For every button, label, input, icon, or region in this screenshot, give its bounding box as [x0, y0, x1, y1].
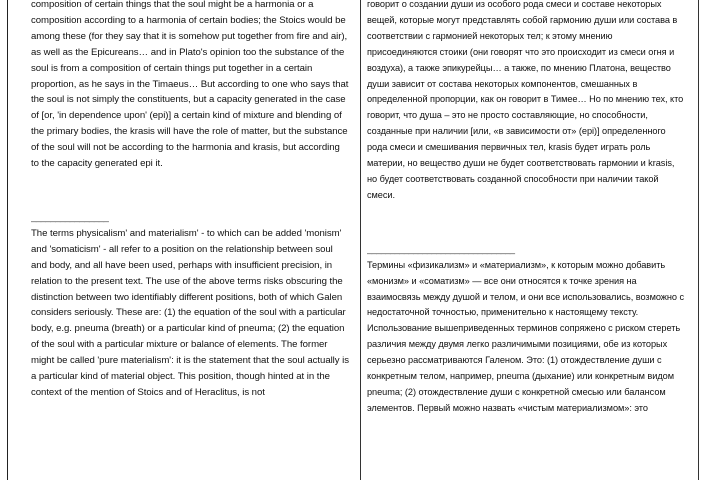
russian-paragraph-1: говорит о создании души из особого рода смеси и составе некоторых вещей, которые могут представлять собой гармонию души или состава в соответствии с гармонией некоторых тел; к этому мнению присоединяются стоики (они говорят что это происходит из смеси огня и воздуха), а также эпикурейцы… а также, по мнению Платона, вещество души зависит от состава некоторых компонентов, смешанных в определенной пропорции, как он говорит в Тимее… Но по мнению тех, кто говорит, что душа – это не просто составляющие, но способности, созданные при наличии [или, «в зависимости от» (epi)] определенного рода смеси и смешивания первичных тел, krasis будет играть роль материи, но вещество души не будет соответствовать гармонии и krasis, но будет соответствовать созданной способности при наличии такой смеси.: [367, 0, 684, 200]
russian-separator: ________________________________: [367, 243, 515, 254]
russian-paragraph-2: Термины «физикализм» и «материализм», к которым можно добавить «монизм» и «соматизм» — все они относятся к точке зрения на взаимосвязь между душой и телом, и они все использовались, возможно с недостаточной точностью, применительно к настоящему тексту. Использование вышеприведенных терминов сопряжено с риском стереть различия между двумя легко различимыми позициями, обе из которых серьезно рассматриваются Галеном. Это: (1) отождествление души с конкретным телом, например, pneuma (дыхание) или конкретным видом pneuma; (2) отождествление души с конкретной смесью или балансом элементов. Первый можно назвать «чистым материализмом»: это: [367, 259, 685, 413]
english-paragraph-2: The terms physicalism' and materialism' - to which can be added 'monism' and 'somaticism' - all refer to a position on the relationship between soul and body, and all have been used, perhaps with insufficient precision, in relation to the present text. The use of the above terms risks obscuring the distinction between two identifiably different positions, both of which Galen considers seriously. These are: (1) the equation of the soul with a particular body, e.g. pneuma (breath) or a particular kind of pneuma; (2) the equation of the soul with a particular mixture or balance of elements. The former might be called 'pure materialism': it is the statement that the soul actually is a particular kind of material object. This position, though hinted at in the context of the mention of Stoics and of Heraclitus, is not: [31, 227, 349, 398]
english-paragraph-1: composition of certain things that the soul might be a harmonia or a composition according to a harmonia of certain bodies; the Stoics would be among these (for they say that it is somehow put together from fire and air), as well as the Epicureans… and in Plato's opinion too the substance of the soul is from a composition of certain things put together in a certain proportion, as he says in the Timaeus… But according to one who says that the soul is not simply the constituents, but a capacity generated in the case of [or, 'in dependence upon' (epi)] a certain kind of mixture and blending of the primary bodies, the krasis will have the role of matter, but the substance of the soul will not be according to the harmonia and krasis, but according to the capacity generated epi it.: [31, 0, 349, 170]
page-border-right: [698, 0, 699, 480]
page-border-left: [0, 0, 8, 480]
english-separator: ________________: [31, 211, 109, 223]
english-column: [31, 0, 349, 401]
russian-column: [367, 0, 685, 417]
column-divider: [360, 0, 361, 480]
